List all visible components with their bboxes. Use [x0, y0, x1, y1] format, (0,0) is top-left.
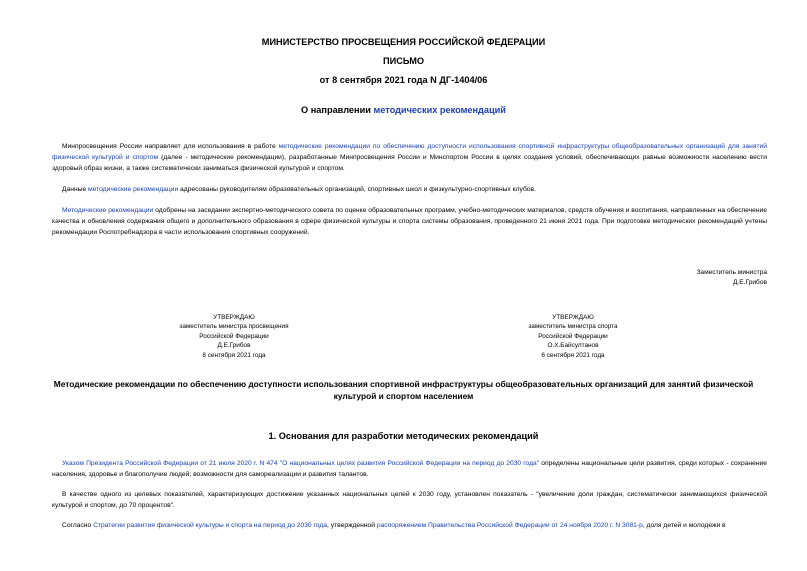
subject-prefix: О направлении	[301, 105, 374, 115]
document-subject	[0, 105, 807, 115]
approval-right-date: 6 сентября 2021 года	[541, 351, 605, 359]
approval-right-label: УТВЕРЖДАЮ	[552, 314, 594, 321]
approval-left-label: УТВЕРЖДАЮ	[213, 314, 255, 321]
p3-text-b: одобрены на заседании экспертно-методического совета по оценке образовательных программ, учебно-методических материалов, средств обучения и воспитания, направленных на обеспечение качества и обновления содержания общего и дополнительного образования в сфере физической культуры и спорта системы образования, проведенного 21 июня 2021 года. При подготовке методических рекомендаций учтены рекомендации Роспотребнадзора в части использования спортивных сооружений.	[52, 207, 768, 236]
p2-recommendations-link[interactable]: методические рекомендации	[88, 186, 179, 193]
section-1-paragraph-1	[52, 459, 767, 481]
approval-left-position: заместитель министра просвещения	[179, 323, 289, 331]
signature-position: Заместитель министра	[696, 269, 767, 276]
approval-left-country: Российской Федерации	[199, 332, 269, 340]
s1-p1-text: определены национальные цели развития, среди которых - сохранение населения, здоровье и благополучие людей; возможности для самореализации и развития талантов.	[52, 460, 767, 478]
p2-text-a: Данные	[62, 186, 89, 193]
document-type: ПИСЬМО	[382, 56, 425, 66]
presidential-decree-link[interactable]: Указом Президента Российской Федерации от 21 июля 2020 г. N 474 "О национальных целях развития Российской Федерации на период до 2030 года"	[62, 460, 540, 467]
approval-right-position: заместитель министра спорта	[528, 323, 618, 331]
approval-right-country: Российской Федерации	[538, 332, 608, 340]
s1-p3-text-b: , утвержденной	[327, 522, 377, 529]
p3-recommendations-link[interactable]: Методические рекомендации	[62, 207, 154, 214]
p1-recommendations-link[interactable]: методические рекомендации по обеспечению доступности использования спортивной инфраструктуры общеобразовательных организаций для занятий физической культурой и спортом	[52, 143, 767, 161]
approval-left-name: Д.Е.Грибов	[217, 342, 251, 350]
ministry-heading: МИНИСТЕРСТВО ПРОСВЕЩЕНИЯ РОССИЙСКОЙ ФЕДЕРАЦИИ	[261, 37, 546, 47]
subject-link[interactable]: методических рекомендаций	[373, 105, 506, 115]
section-1-paragraph-3	[52, 521, 767, 532]
section-1-heading: 1. Основания для разработки методических рекомендаций	[268, 431, 539, 441]
approval-right	[498, 313, 648, 360]
section-1-paragraph-2: В качестве одного из целевых показателей, характеризующих достижение указанных национальных целей к 2030 году, установлен показатель - "увеличение доли граждан, систематически занимающихся физической культурой и спортом, до 70 процентов".	[52, 491, 767, 509]
paragraph-1	[52, 142, 767, 174]
s1-p3-text-c: , доля детей и молодежи в	[642, 522, 726, 529]
paragraph-3	[52, 206, 767, 238]
p1-text-a: Минпросвещения России направляет для использования в работе	[62, 143, 279, 150]
signature-block	[696, 268, 767, 288]
p2-text-b: адресованы руководителям образовательных организаций, спортивных школ и физкультурно-спортивных клубов.	[178, 186, 536, 193]
strategy-link[interactable]: Стратегии развития физической культуры и спорта на период до 2030 года	[93, 522, 327, 529]
s1-p3-text-a: Согласно	[62, 522, 94, 529]
signature-name: Д.Е.Грибов	[732, 279, 767, 286]
p1-text-b: (далее - методические рекомендации), разработанные Минпросвещения России и Минспортом России в целях создания условий, обеспечивающих равные возможности населению вести здоровый образ жизни, а также систематически заниматься физической культурой и спортом.	[52, 153, 767, 172]
approval-left	[159, 313, 309, 360]
paragraph-2	[52, 185, 767, 196]
recommendations-title: Методические рекомендации по обеспечению доступности использования спортивной инфраструктуры общеобразовательных организаций для занятий физической культурой и спортом населением	[53, 379, 754, 401]
government-order-link[interactable]: распоряжением Правительства Российской Федерации от 24 ноября 2020 г. N 3081-р	[376, 522, 643, 529]
approval-left-date: 8 сентября 2021 года	[202, 351, 266, 359]
document-date-number: от 8 сентября 2021 года N ДГ-1404/06	[319, 75, 488, 85]
approval-right-name: О.Х.Байсултанов	[547, 342, 599, 350]
